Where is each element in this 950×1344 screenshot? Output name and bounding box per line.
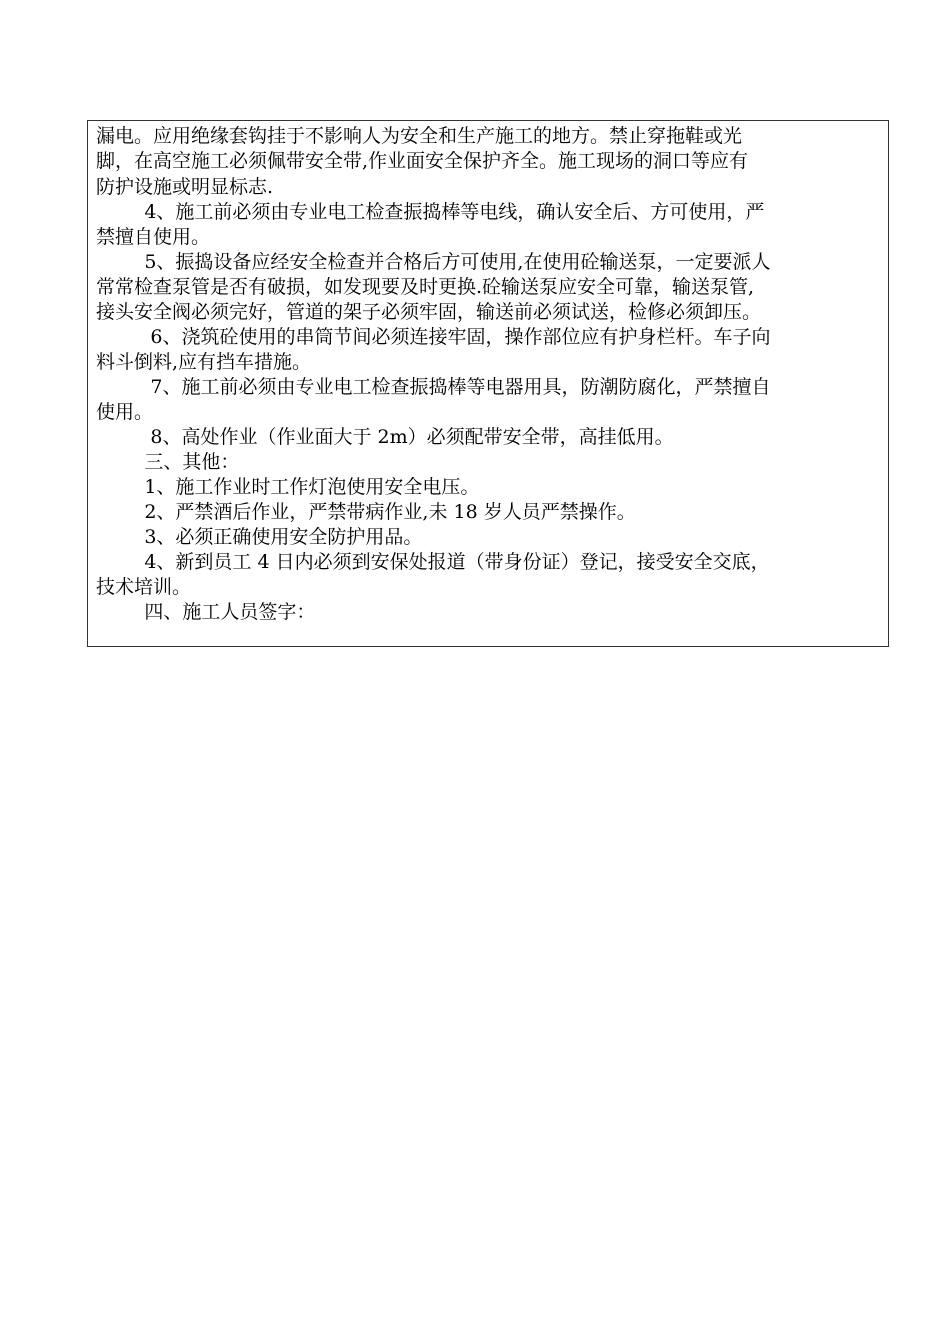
text-line: 脚，在高空施工必须佩带安全带,作业面安全保护齐全。施工现场的洞口等应有 — [96, 150, 749, 172]
text-line: 7、施工前必须由专业电工检查振捣棒等电器用具，防潮防腐化，严禁擅自 — [96, 376, 771, 398]
text-line: 技术培训。 — [96, 576, 192, 598]
text-line: 4、施工前必须由专业电工检查振捣棒等电线，确认安全后、方可使用，严 — [96, 201, 765, 223]
text-line: 接头安全阀必须完好，管道的架子必须牢固，输送前必须试送，检修必须卸压。 — [96, 301, 762, 323]
text-line: 漏电。应用绝缘套钩挂于不影响人为安全和生产施工的地方。禁止穿拖鞋或光 — [96, 125, 743, 147]
text-line: 使用。 — [96, 401, 154, 423]
text-line: 5、振捣设备应经安全检查并合格后方可使用,在使用砼输送泵，一定要派人 — [96, 251, 771, 273]
text-line: 2、严禁酒后作业，严禁带病作业,未 18 岁人员严禁操作。 — [96, 501, 636, 523]
text-line: 3、必须正确使用安全防护用品。 — [96, 526, 423, 548]
text-line: 常常检查泵管是否有破损，如发现要及时更换.砼输送泵应安全可靠，输送泵管, — [96, 276, 755, 298]
text-line: 料斗倒料,应有挡车措施。 — [96, 351, 312, 373]
text-line: 8、高处作业（作业面大于 2m）必须配带安全带，高挂低用。 — [96, 426, 674, 448]
text-line: 6、浇筑砼使用的串筒节间必须连接牢固，操作部位应有护身栏杆。车子向 — [96, 326, 771, 348]
signature-heading: 四、施工人员签字： — [96, 601, 316, 623]
text-line: 4、新到员工 4 日内必须到安保处报道（带身份证）登记，接受安全交底， — [96, 551, 770, 573]
text-line: 1、施工作业时工作灯泡使用安全电压。 — [96, 476, 480, 498]
section-heading: 三、其他： — [96, 451, 240, 473]
text-line: 防护设施或明显标志. — [96, 176, 274, 198]
text-line: 禁擅自使用。 — [96, 226, 211, 248]
